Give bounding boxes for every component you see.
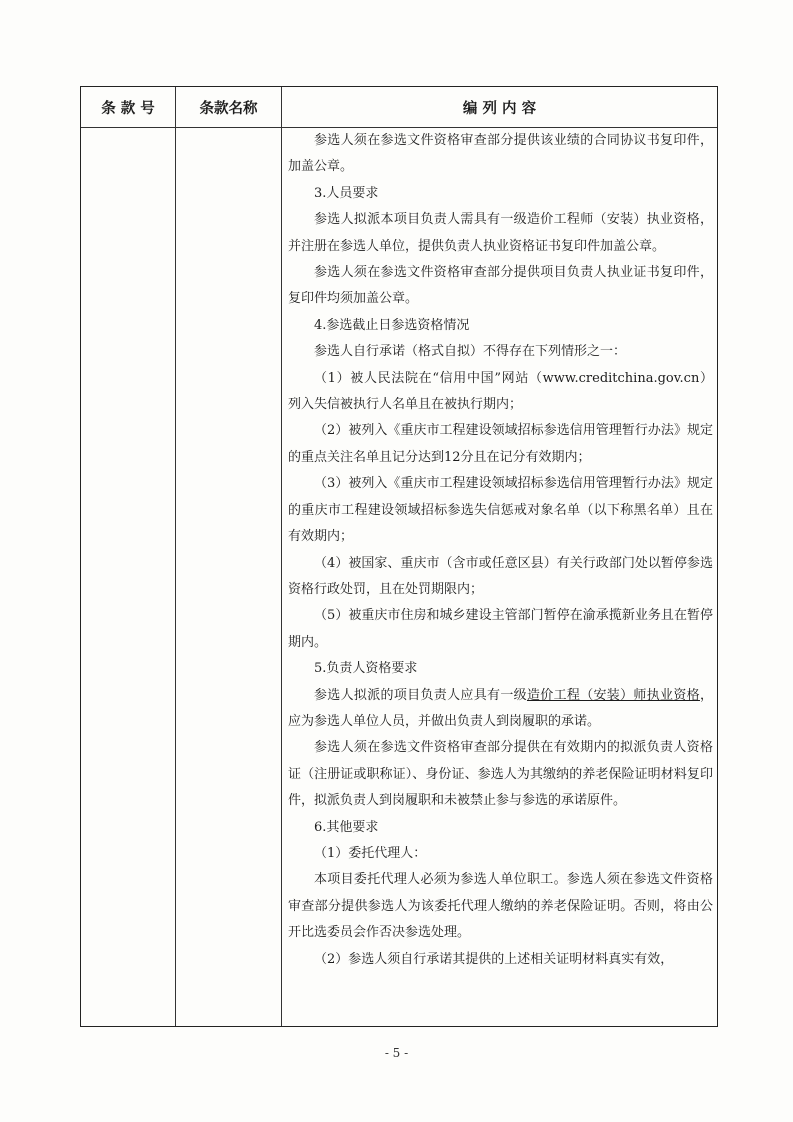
paragraph: 参选人自行承诺（格式自拟）不得存在下列情形之一： <box>314 344 627 360</box>
list-item: （4）被国家、重庆市（含市或任意区县）有关行政部门处以暂停参选资格行政处罚，且在处罚期限内； <box>288 555 713 597</box>
paragraph: 参选人拟派本项目负责人需具有一级造价工程师（安装）执业资格，并注册在参选人单位，提供负责人执业资格证书复印件加盖公章。 <box>288 212 713 254</box>
page-number: - 5 - <box>384 1046 409 1060</box>
list-item: （1）委托代理人： <box>314 845 427 861</box>
header-content: 编 列 内 容 <box>462 100 537 117</box>
clause-table <box>80 86 718 1027</box>
text-run: 参选人拟派的项目负责人应具有一级 <box>314 687 527 703</box>
underlined-qualification: 造价工程（安装）师执业资格 <box>526 687 700 703</box>
paragraph: 参选人须在参选文件资格审查部分提供该业绩的合同协议书复印件，加盖公章。 <box>288 133 713 175</box>
section-heading: 6.其他要求 <box>314 819 379 835</box>
paragraph: 参选人须在参选文件资格审查部分提供项目负责人执业证书复印件，复印件均须加盖公章。 <box>288 265 713 307</box>
paragraph <box>288 683 713 736</box>
section-heading: 5.负责人资格要求 <box>314 661 418 677</box>
list-item: （2）被列入《重庆市工程建设领域招标参选信用管理暂行办法》规定的重点关注名单且记分达到12分且在记分有效期内； <box>288 423 713 465</box>
column-divider <box>175 87 176 1026</box>
list-item: （2）参选人须自行承诺其提供的上述相关证明材料真实有效， <box>314 951 674 967</box>
header-clause-name: 条款名称 <box>199 100 258 117</box>
paragraph: 参选人须在参选文件资格审查部分提供在有效期内的拟派负责人资格证（注册证或职称证）、身份证、参选人为其缴纳的养老保险证明材料复印件，拟派负责人到岗履职和未被禁止参与参选的承诺原件。 <box>288 740 713 809</box>
paragraph: 本项目委托代理人必须为参选人单位职工。参选人须在参选文件资格审查部分提供参选人为该委托代理人缴纳的养老保险证明。否则，将由公开比选委员会作否决参选处理。 <box>288 872 713 941</box>
list-item: （5）被重庆市住房和城乡建设主管部门暂停在渝承揽新业务且在暂停期内。 <box>288 608 713 650</box>
header-clause-number: 条 款 号 <box>101 100 155 117</box>
column-divider <box>281 87 282 1026</box>
text-run: ，应为参选人单位人员，并做出负责人到岗履职的承诺。 <box>288 687 713 729</box>
content-cell <box>288 128 713 973</box>
list-item: （1）被人民法院在“信用中国”网站（www.creditchina.gov.cn）列入失信被执行人名单且在被执行期内； <box>288 370 713 413</box>
section-heading: 4.参选截止日参选资格情况 <box>314 317 470 333</box>
list-item: （3）被列入《重庆市工程建设领域招标参选信用管理暂行办法》规定的重庆市工程建设领域招标参选失信惩戒对象名单（以下称黑名单）且在有效期内； <box>288 476 713 545</box>
section-heading: 3.人员要求 <box>314 185 379 201</box>
